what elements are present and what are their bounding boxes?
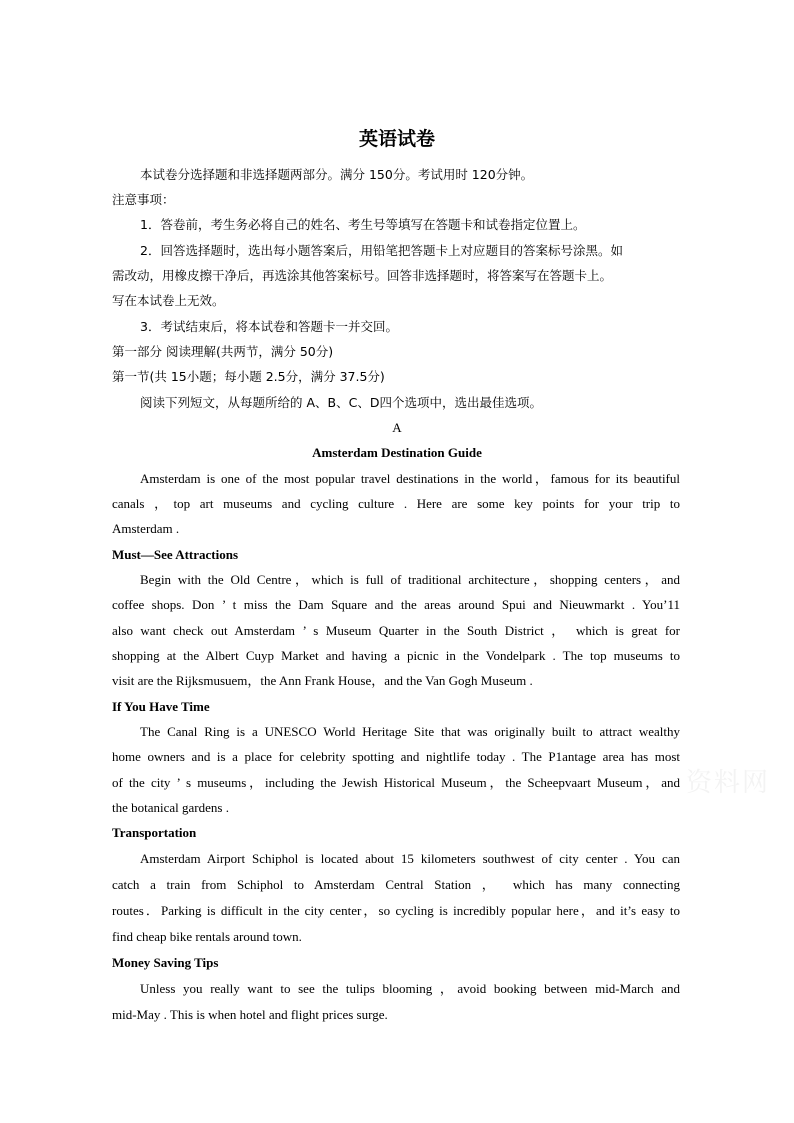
section-heading: 第一节(共 15小题；每小题 2.5分，满分 37.5分) <box>112 369 385 384</box>
if-you-have-time-line: The Canal Ring is a UNESCO World Heritage Site that was originally built to attract wealthy <box>140 724 680 739</box>
attractions-line: shopping at the Albert Cuyp Market and having a picnic in the Vondelpark . The top museums to <box>112 648 680 663</box>
attractions-line: visit are the Rijksmusuem，the Ann Frank House，and the Van Gogh Museum . <box>112 673 533 688</box>
attractions-line: Begin with the Old Centre，which is full of traditional architecture，shopping centers，and <box>140 572 680 587</box>
transportation-line: routes．Parking is difficult in the city center，so cycling is incredibly popular here，and it’s easy to <box>112 903 680 918</box>
passage-label: A <box>392 420 402 435</box>
section-heading-if-you-have-time: If You Have Time <box>112 699 210 714</box>
attractions-line: coffee shops. Don ’ t miss the Dam Square and the areas around Spui and Nieuwmarkt . You’11 <box>112 597 680 612</box>
notice-heading: 注意事项： <box>112 192 175 207</box>
notice-item-1: 1．答卷前，考生务必将自己的姓名、考生号等填写在答题卡和试卷指定位置上。 <box>140 217 586 232</box>
page-title: 英语试卷 <box>358 128 435 150</box>
section-heading-transportation: Transportation <box>112 825 197 840</box>
attractions-line: also want check out Amsterdam ’ s Museum Quarter in the South District ， which is great for <box>112 623 680 638</box>
reading-instruction: 阅读下列短文，从每题所给的 A、B、C、D四个选项中，选出最佳选项。 <box>140 395 542 410</box>
passage-intro-line: Amsterdam . <box>112 521 180 536</box>
watermark: 资料网 <box>686 768 771 798</box>
if-you-have-time-line: the botanical gardens . <box>112 800 229 815</box>
passage-intro-line: Amsterdam is one of the most popular travel destinations in the world，famous for its beautiful <box>140 471 680 486</box>
transportation-line: find cheap bike rentals around town. <box>112 929 302 944</box>
section-heading-attractions: Must—See Attractions <box>112 547 239 562</box>
notice-item-2-line-3: 写在本试卷上无效。 <box>112 293 225 308</box>
notice-item-2-line-2: 需改动，用橡皮擦干净后，再选涂其他答案标号。回答非选择题时，将答案写在答题卡上。 <box>112 268 613 283</box>
transportation-line: catch a train from Schiphol to Amsterdam Central Station ， which has many connecting <box>112 877 680 892</box>
transportation-line: Amsterdam Airport Schiphol is located about 15 kilometers southwest of city center . You can <box>140 851 680 866</box>
part-heading: 第一部分 阅读理解(共两节，满分 50分) <box>112 344 334 359</box>
passage-title: Amsterdam Destination Guide <box>312 445 482 460</box>
notice-item-2-line-1: 2．回答选择题时，选出每小题答案后，用铅笔把答题卡上对应题目的答案标号涂黑。如 <box>140 243 623 258</box>
money-saving-line: mid-May . This is when hotel and flight prices surge. <box>112 1007 388 1022</box>
if-you-have-time-line: of the city ’ s museums，including the Jewish Historical Museum，the Scheepvaart Museum，and <box>112 775 680 790</box>
passage-intro-line: canals ，top art museums and cycling culture . Here are some key points for your trip to <box>112 496 680 511</box>
section-heading-money-saving: Money Saving Tips <box>112 955 219 970</box>
exam-intro: 本试卷分选择题和非选择题两部分。满分 150分。考试用时 120分钟。 <box>140 167 534 182</box>
money-saving-line: Unless you really want to see the tulips blooming ，avoid booking between mid-March and <box>140 981 680 996</box>
notice-item-3: 3．考试结束后，将本试卷和答题卡一并交回。 <box>140 319 398 334</box>
if-you-have-time-line: home owners and is a place for celebrity spotting and nightlife today . The P1antage area has most <box>112 749 680 764</box>
